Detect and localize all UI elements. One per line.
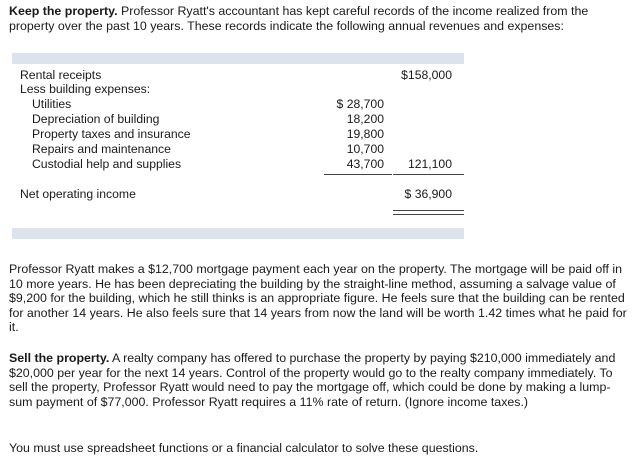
expense-value: 18,200 bbox=[346, 112, 384, 126]
sell-paragraph bbox=[9, 351, 633, 409]
total-rule bbox=[393, 174, 464, 175]
instruction-note: You must use spreadsheet functions or a financial calculator to solve these questions. bbox=[9, 441, 479, 455]
subtotal-rule bbox=[324, 174, 392, 175]
expense-label: Custodial help and supplies bbox=[32, 157, 182, 171]
expense-label: Property taxes and insurance bbox=[32, 127, 191, 141]
table-top-band bbox=[12, 53, 464, 64]
expense-value: 43,700 bbox=[346, 157, 384, 171]
intro-paragraph bbox=[9, 4, 633, 33]
expense-label: Depreciation of building bbox=[32, 112, 160, 126]
sell-heading: Sell the property. bbox=[9, 351, 110, 365]
total-expenses-value: 121,100 bbox=[407, 157, 452, 171]
income-statement bbox=[12, 53, 464, 238]
double-underline bbox=[393, 210, 464, 215]
expense-label: Utilities bbox=[32, 97, 72, 111]
less-expenses-label: Less building expenses: bbox=[20, 82, 151, 96]
rental-receipts-label: Rental receipts bbox=[20, 68, 102, 82]
net-operating-income-label: Net operating income bbox=[20, 187, 136, 201]
expense-value: 19,800 bbox=[346, 127, 384, 141]
sell-text: A realty company has offered to purchase the property by paying $210,000 immediately and $20,000 per year for the next 14 years. Control of the property would go to the realty company immediately. To sell the property, Professor Ryatt would need to pay the mortgage off, which could be done by making a lump-sum payment of $77,000. Professor Ryatt requires a 11% rate of return. (Ignore income taxes.) bbox=[9, 351, 616, 409]
intro-text: Professor Ryatt's accountant has kept careful records of the income realized from the property over the past 10 years. These records indicate the following annual revenues and expenses: bbox=[9, 4, 589, 33]
expense-value: 10,700 bbox=[346, 142, 384, 156]
expense-value: $ 28,700 bbox=[336, 97, 384, 111]
expense-label: Repairs and maintenance bbox=[32, 142, 171, 156]
rental-receipts-value: $158,000 bbox=[401, 68, 452, 82]
table-bottom-band bbox=[12, 228, 464, 239]
mortgage-paragraph: Professor Ryatt makes a $12,700 mortgage payment each year on the property. The mortgage will be paid off in 10 more years. He has been depreciating the building by the straight-line method, assuming a salvage value of $9,200 for the building, which he still thinks is an appropriate figure. He feels sure that the building can be rented for another 14 years. He also feels sure that 14 years from now the land will be worth 1.42 times what he paid for it. bbox=[9, 262, 627, 335]
intro-heading: Keep the property. bbox=[9, 4, 118, 18]
net-operating-income-value: $ 36,900 bbox=[404, 187, 452, 201]
